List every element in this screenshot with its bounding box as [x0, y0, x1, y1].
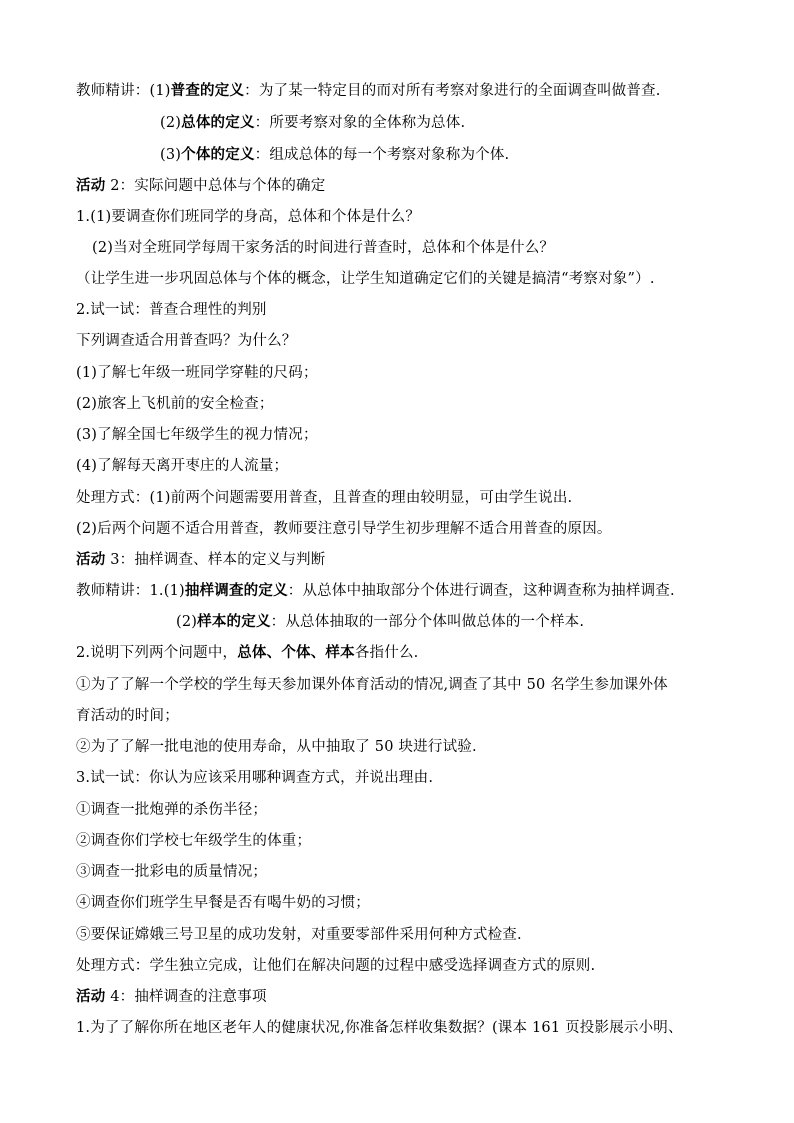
list-item: (4)了解每天离开枣庄的人流量； — [76, 458, 289, 474]
list-item: ①调查一批炮弹的杀伤半径； — [76, 802, 268, 818]
list-item: ②为了了解一批电池的使用寿命，从中抽取了 50 块进行试验. — [76, 739, 477, 755]
list-item: ②调查你们学校七年级学生的体重； — [76, 833, 312, 849]
activity-4-heading: 活动 4：抽样调查的注意事项 — [76, 988, 267, 1005]
list-item: (3)了解全国七年级学生的视力情况； — [76, 427, 318, 443]
list-item-continuation: 育活动的时间； — [76, 708, 179, 724]
individual-definition: (3)个体的定义：组成总体的每一个考察对象称为个体. — [160, 146, 510, 163]
activity-2-heading: 活动 2：实际问题中总体与个体的确定 — [76, 177, 326, 194]
population-definition: (2)总体的定义：所要考察对象的全体称为总体. — [160, 114, 466, 131]
question-line: 1.为了了解你所在地区老年人的健康状况,你准备怎样收集数据？(课本 161 页投影展示小明、 — [76, 1020, 683, 1036]
list-item: ①为了了解一个学校的学生每天参加课外体育活动的情况,调查了其中 50 名学生参加课外体 — [76, 677, 668, 693]
question-line: 3.试一试：你认为应该采用哪种调查方式，并说出理由. — [76, 770, 434, 786]
list-item: ③调查一批彩电的质量情况； — [76, 864, 268, 880]
list-item: ④调查你们班学生早餐是否有喝牛奶的习惯； — [76, 895, 370, 911]
question-line: (2)当对全班同学每周干家务活的时间进行普查时，总体和个体是什么？ — [92, 240, 555, 256]
note-line: （让学生进一步巩固总体与个体的概念，让学生知道确定它们的关键是搞清“考察对象”）. — [76, 271, 655, 287]
question-line: 下列调查适合用普查吗？为什么？ — [76, 333, 297, 349]
list-item: (1)了解七年级一班同学穿鞋的尺码； — [76, 365, 318, 381]
handling-method-line: 处理方式：学生独立完成，让他们在解决问题的过程中感受选择调查方式的原则. — [76, 958, 596, 974]
list-item: ⑤要保证嫦娥三号卫星的成功发射，对重要零部件采用何种方式检查. — [76, 927, 522, 943]
sampling-survey-definition: 教师精讲：1.(1)抽样调查的定义：从总体中抽取部分个体进行调查，这种调查称为抽样调查. — [76, 582, 675, 599]
question-line: 2.说明下列两个问题中，总体、个体、样本各指什么. — [76, 644, 419, 661]
list-item: (2)旅客上飞机前的安全检查； — [76, 396, 274, 412]
handling-method-line: (2)后两个问题不适合用普查，教师要注意引导学生初步理解不适合用普查的原因。 — [76, 521, 612, 537]
question-line: 2.试一试：普查合理性的判别 — [76, 302, 267, 318]
sample-definition: (2)样本的定义：从总体抽取的一部分个体叫做总体的一个样本. — [176, 613, 585, 630]
activity-3-heading: 活动 3：抽样调查、样本的定义与判断 — [76, 551, 326, 568]
teacher-explain-census-definition: 教师精讲：(1)普查的定义：为了某一特定目的而对所有考察对象进行的全面调查叫做普查. — [76, 82, 661, 99]
question-line: 1.(1)要调查你们班同学的身高，总体和个体是什么？ — [76, 209, 421, 225]
handling-method-line: 处理方式：(1)前两个问题需要用普查，且普查的理由较明显，可由学生说出. — [76, 490, 573, 506]
